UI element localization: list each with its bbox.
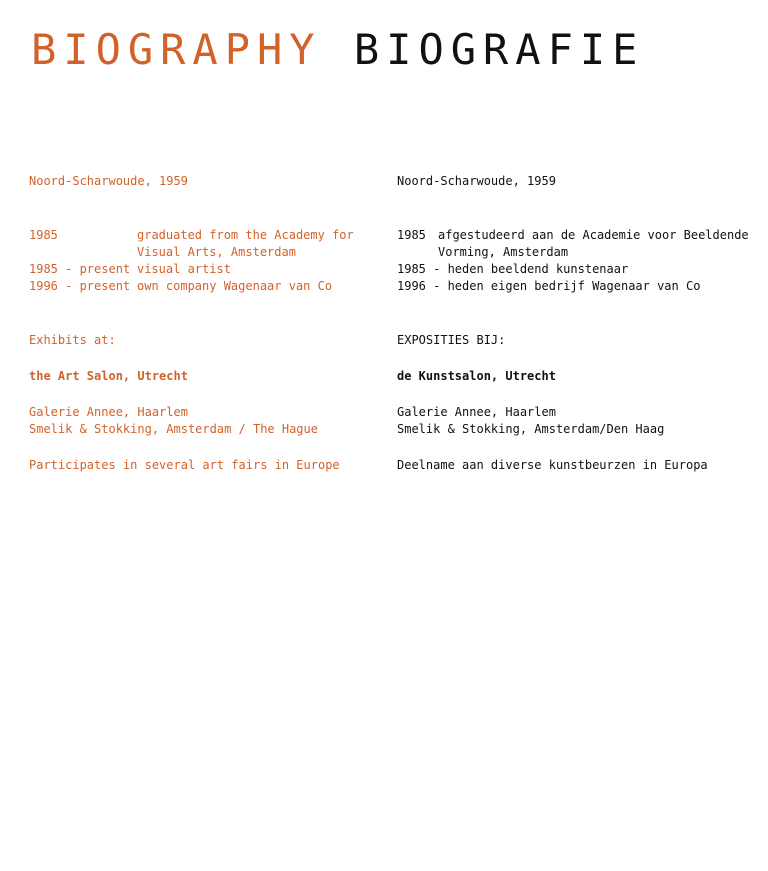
birth-info: Noord-Scharwoude, 1959: [29, 174, 188, 188]
timeline-text: Visual Arts, Amsterdam: [137, 245, 296, 259]
dutch-column: [397, 173, 749, 474]
timeline-year: 1985: [397, 228, 426, 242]
timeline-text: visual artist: [137, 262, 231, 276]
title-english: BIOGRAPHY: [31, 25, 322, 74]
art-fairs-note: Participates in several art fairs in Europe: [29, 458, 340, 472]
timeline-year: 1985 - present: [29, 262, 131, 276]
timeline-row: [29, 278, 354, 295]
timeline-text: afgestudeerd aan de Academie voor Beeldende: [438, 228, 749, 242]
featured-venue: de Kunstsalon, Utrecht: [397, 369, 556, 383]
timeline-row: 1985 - heden beeldend kunstenaar: [397, 262, 629, 276]
english-column: [29, 173, 354, 474]
venue-item: Galerie Annee, Haarlem: [397, 405, 556, 419]
timeline-text: own company Wagenaar van Co: [137, 279, 333, 293]
timeline-text: Vorming, Amsterdam: [438, 245, 569, 259]
birth-info: Noord-Scharwoude, 1959: [397, 174, 556, 188]
timeline-row: [397, 227, 749, 261]
timeline-year: 1985: [29, 228, 58, 242]
timeline-text: graduated from the Academy for: [137, 228, 354, 242]
timeline-year: 1996 - present: [29, 279, 131, 293]
timeline-row: [29, 227, 354, 261]
timeline-row: 1996 - heden eigen bedrijf Wagenaar van Co: [397, 279, 701, 293]
venue-item: Smelik & Stokking, Amsterdam/Den Haag: [397, 422, 665, 436]
venue-item: Smelik & Stokking, Amsterdam / The Hague: [29, 422, 318, 436]
art-fairs-note: Deelname aan diverse kunstbeurzen in Europa: [397, 458, 708, 472]
venue-item: Galerie Annee, Haarlem: [29, 405, 188, 419]
exhibits-heading: Exhibits at:: [29, 333, 116, 347]
title-dutch: BIOGRAFIE: [353, 25, 645, 74]
timeline-row: [29, 261, 354, 278]
exhibits-heading: EXPOSITIES BIJ:: [397, 333, 506, 347]
featured-venue: the Art Salon, Utrecht: [29, 369, 188, 383]
page-title: [31, 26, 644, 74]
